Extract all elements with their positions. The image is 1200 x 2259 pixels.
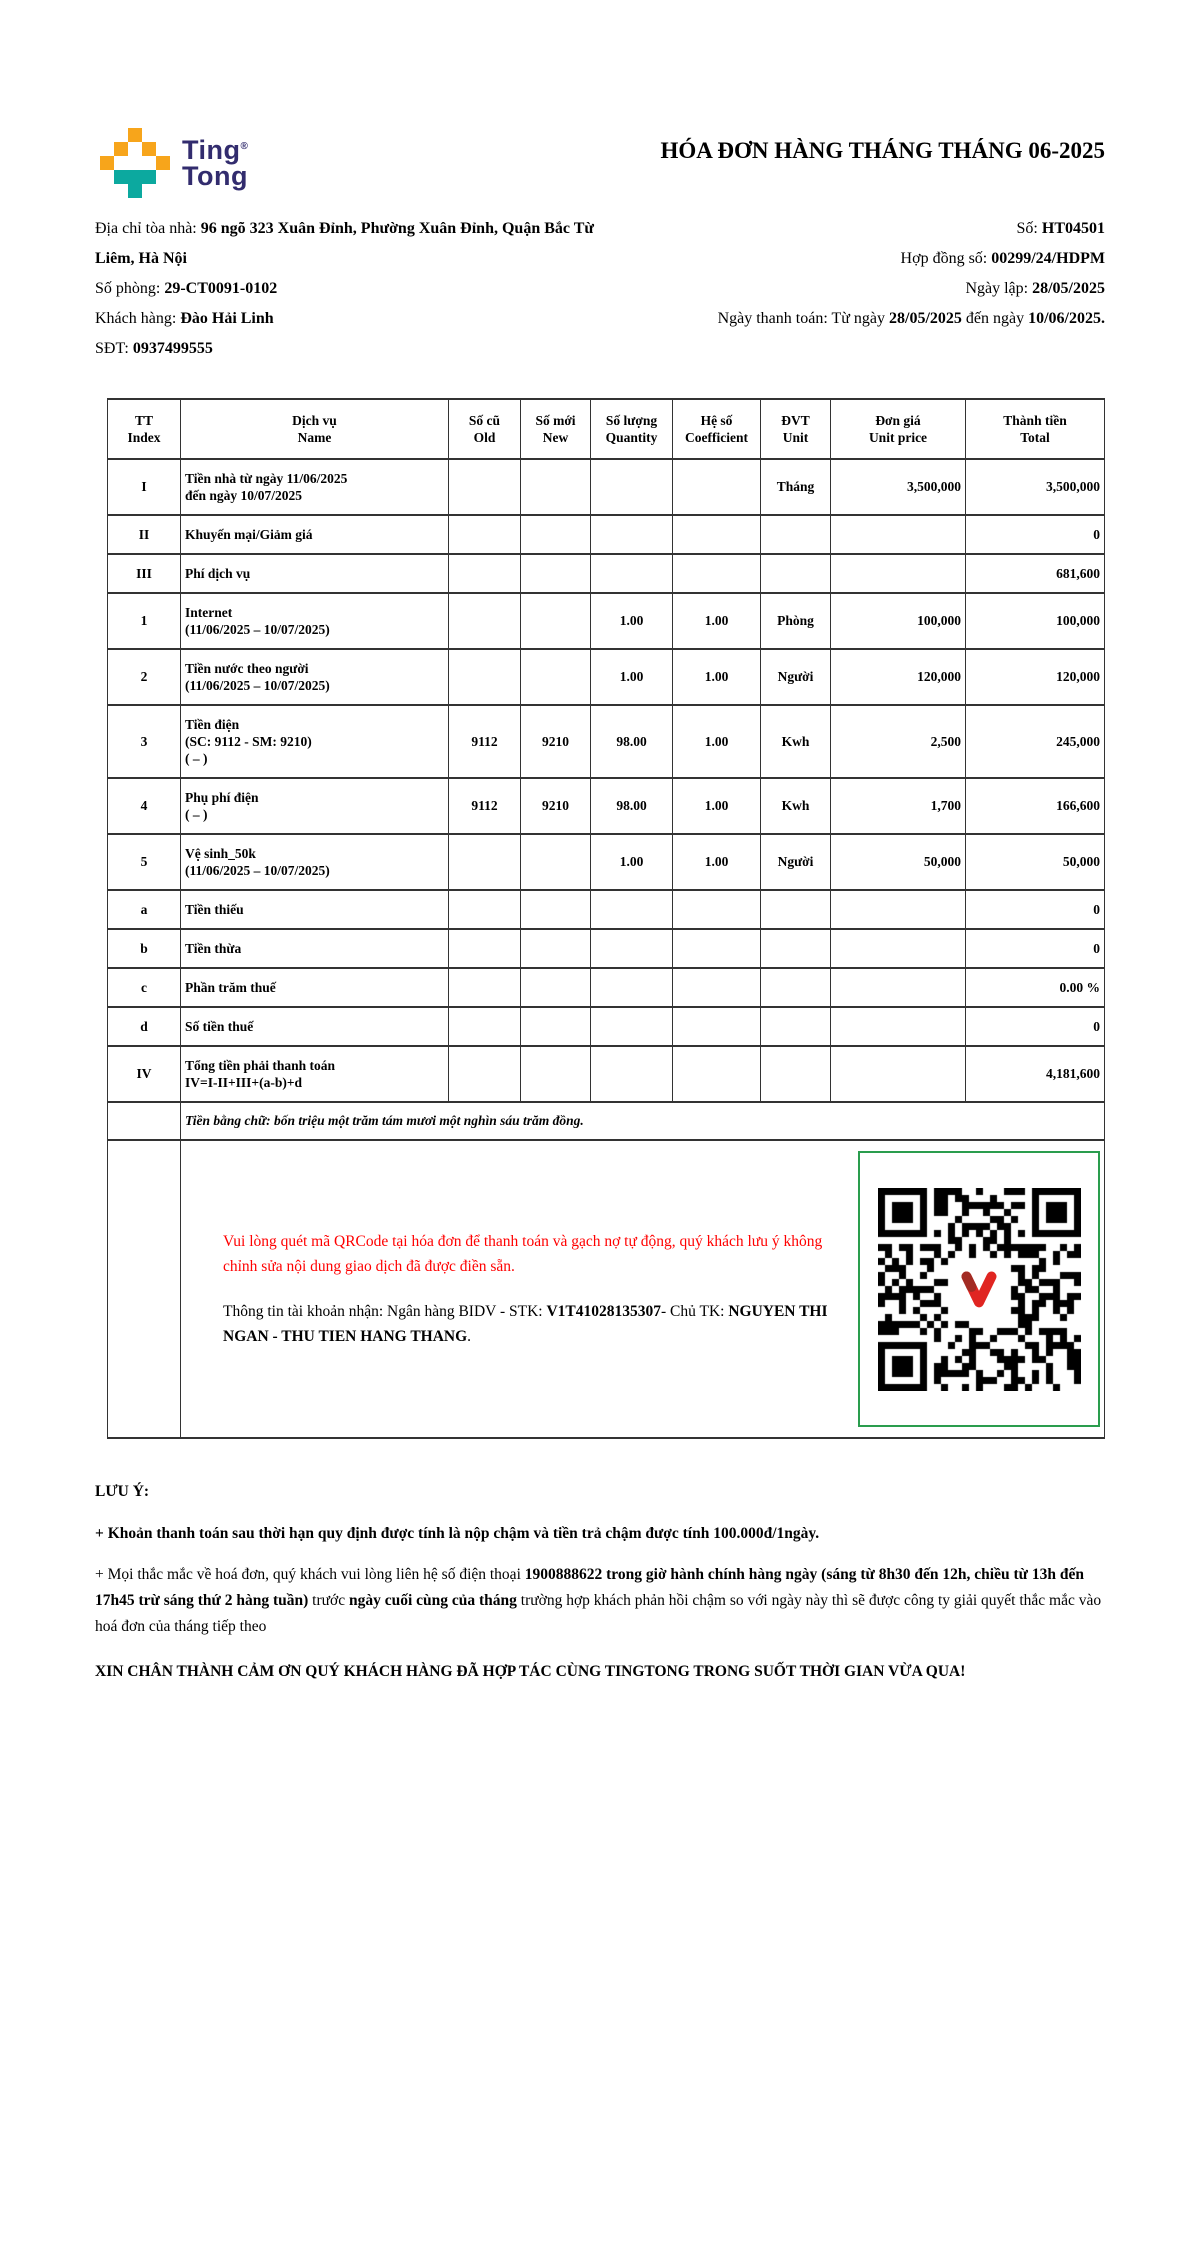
invoice-info: [0, 198, 1200, 364]
table-row: [108, 1046, 1105, 1102]
cell-coefficient: 1.00: [673, 834, 761, 890]
table-row: [108, 778, 1105, 834]
note-item: [95, 1521, 1105, 1547]
cell-unit: [761, 515, 831, 554]
service-name-line: ( – ): [185, 751, 208, 766]
table-header-row: [108, 399, 1105, 459]
cell-service-name: [181, 929, 449, 968]
cell-new-reading: [521, 459, 591, 515]
text-segment: 28/05/2025: [889, 310, 962, 327]
customer-info-line: [95, 304, 611, 334]
column-header-label: Số cũ: [468, 413, 501, 428]
cell-coefficient: [673, 1007, 761, 1046]
cell-service-name: [181, 834, 449, 890]
text-segment: Ngày lập:: [965, 280, 1033, 297]
invoice-meta-line: [611, 274, 1105, 304]
column-header-label: Hệ số: [700, 413, 733, 428]
customer-info-line: [95, 334, 611, 364]
cell-total: 681,600: [966, 554, 1105, 593]
cell-unit: [761, 968, 831, 1007]
cell-total: 0: [966, 929, 1105, 968]
service-name-line: (11/06/2025 – 10/07/2025): [185, 863, 330, 878]
cell-unit-price: 1,700: [831, 778, 966, 834]
cell-quantity: 1.00: [591, 649, 673, 705]
amount-in-words: [181, 1102, 1105, 1140]
cell-coefficient: [673, 515, 761, 554]
cell-old-reading: [449, 834, 521, 890]
table-row: [108, 515, 1105, 554]
cell-quantity: 1.00: [591, 834, 673, 890]
cell-unit-price: [831, 515, 966, 554]
text-segment: Khách hàng:: [95, 310, 181, 327]
text-segment: ngày cuối cùng của tháng: [348, 1592, 517, 1609]
service-name-line: (11/06/2025 – 10/07/2025): [185, 678, 330, 693]
registered-mark: ®: [240, 141, 249, 152]
column-header: [673, 399, 761, 459]
table-row: [108, 459, 1105, 515]
cell-coefficient: [673, 1046, 761, 1102]
cell-index: 2: [108, 649, 181, 705]
column-header-label: Dịch vụ: [292, 413, 337, 428]
payment-instructions: [181, 1229, 858, 1349]
cell-unit: [761, 929, 831, 968]
table-row: [108, 834, 1105, 890]
text-segment: Tiền bằng chữ:: [185, 1113, 274, 1128]
service-name-line: (SC: 9112 - SM: 9210): [185, 734, 312, 749]
cell-total: 0.00 %: [966, 968, 1105, 1007]
text-segment: V1T41028135307: [546, 1303, 661, 1320]
cell-index: a: [108, 890, 181, 929]
cell-unit: Tháng: [761, 459, 831, 515]
text-segment: NGUYEN THI NGAN - THU TIEN HANG THANG: [223, 1303, 828, 1345]
text-segment: trước: [308, 1592, 349, 1609]
column-header: [108, 399, 181, 459]
service-name-line: Tiền thừa: [185, 941, 242, 956]
logo-pixel: [128, 184, 142, 198]
text-segment: Đào Hải Linh: [180, 310, 274, 327]
cell-service-name: [181, 1007, 449, 1046]
cell-unit-price: [831, 890, 966, 929]
text-segment: Thông tin tài khoản nhận: Ngân hàng BIDV - STK:: [223, 1303, 547, 1320]
cell-new-reading: [521, 515, 591, 554]
cell-total: 0: [966, 890, 1105, 929]
invoice-table: [107, 398, 1105, 1439]
cell-old-reading: [449, 459, 521, 515]
cell-unit-price: 3,500,000: [831, 459, 966, 515]
cell-total: 0: [966, 1007, 1105, 1046]
qr-warning-text: [223, 1229, 838, 1279]
text-segment: Vui lòng quét mã QRCode tại hóa đơn để thanh toán và gạch nợ tự động, quý khách lưu ý không chỉnh sửa nội dung giao dịch đã được điền sẵn.: [223, 1233, 823, 1275]
column-header-label: Số lượng: [605, 413, 658, 428]
cell-unit-price: [831, 1007, 966, 1046]
invoice-meta-line: [611, 214, 1105, 244]
cell-service-name: [181, 705, 449, 778]
cell-unit-price: 120,000: [831, 649, 966, 705]
text-segment: 29-CT0091-0102: [164, 280, 278, 297]
column-header-label: Số mới: [535, 413, 576, 428]
invoice-meta-line: [611, 244, 1105, 274]
cell-total: 50,000: [966, 834, 1105, 890]
service-name-line: Tiền nước theo người: [185, 661, 309, 676]
cell-quantity: [591, 459, 673, 515]
cell-unit: [761, 1046, 831, 1102]
cell-old-reading: [449, 929, 521, 968]
cell-index: c: [108, 968, 181, 1007]
notes-heading: LƯU Ý:: [95, 1483, 150, 1500]
text-segment: Ngày thanh toán: Từ ngày: [717, 310, 890, 327]
cell-total: 120,000: [966, 649, 1105, 705]
text-segment: Hợp đồng số:: [900, 250, 992, 267]
cell-coefficient: [673, 968, 761, 1007]
cell-coefficient: [673, 890, 761, 929]
cell-old-reading: [449, 554, 521, 593]
cell-quantity: [591, 929, 673, 968]
invoice-title: HÓA ĐƠN HÀNG THÁNG THÁNG 06-2025: [660, 138, 1105, 163]
table-row: [108, 705, 1105, 778]
column-header-label: Unit price: [868, 430, 928, 445]
cell-new-reading: 9210: [521, 778, 591, 834]
column-header: [966, 399, 1105, 459]
cell-new-reading: [521, 968, 591, 1007]
cell-index: b: [108, 929, 181, 968]
text-segment: - Chủ TK:: [661, 1303, 729, 1320]
cell-total: 4,181,600: [966, 1046, 1105, 1102]
table-row: [108, 554, 1105, 593]
cell-total: 3,500,000: [966, 459, 1105, 515]
table-row: [108, 929, 1105, 968]
column-header-label: ĐVT: [781, 413, 810, 428]
logo-pixel: [142, 142, 156, 156]
cell-unit: [761, 1007, 831, 1046]
cell-unit-price: 2,500: [831, 705, 966, 778]
service-name-line: Số tiền thuế: [185, 1019, 254, 1034]
tingtong-pixel-icon: [100, 128, 170, 198]
cell-new-reading: [521, 649, 591, 705]
cell-service-name: [181, 593, 449, 649]
text-segment: Địa chỉ tòa nhà:: [95, 220, 201, 237]
table-row: [108, 968, 1105, 1007]
cell-unit-price: [831, 554, 966, 593]
column-header: [181, 399, 449, 459]
tingtong-logo: [100, 128, 248, 198]
cell-unit: [761, 890, 831, 929]
text-segment: 1900888622 trong giờ hành chính hàng ngày (sáng từ 8h30 đến 12h, chiều từ 13h đến 17h45 trừ sáng thứ 2 hàng tuần): [95, 1566, 1084, 1609]
cell-quantity: [591, 890, 673, 929]
column-header: [449, 399, 521, 459]
cell-quantity: 1.00: [591, 593, 673, 649]
cell-index: 1: [108, 593, 181, 649]
amount-in-words-row: [108, 1102, 1105, 1140]
cell-coefficient: [673, 554, 761, 593]
cell-service-name: [181, 968, 449, 1007]
cell-old-reading: [449, 515, 521, 554]
column-header-label: New: [542, 430, 569, 445]
cell-unit: Người: [761, 834, 831, 890]
cell-service-name: [181, 890, 449, 929]
column-header: [831, 399, 966, 459]
customer-info-line: [95, 214, 611, 274]
invoice-meta-block: [611, 214, 1105, 364]
cell-old-reading: [449, 968, 521, 1007]
cell-unit-price: [831, 1046, 966, 1102]
text-segment: bốn triệu một trăm tám mươi một nghìn sáu trăm đồng.: [273, 1113, 584, 1128]
service-name-line: IV=I-II+III+(a-b)+d: [185, 1075, 303, 1090]
service-name-line: (11/06/2025 – 10/07/2025): [185, 622, 330, 637]
column-header-label: Đơn giá: [875, 413, 921, 428]
payment-qr-row: [108, 1140, 1105, 1438]
cell-index: 3: [108, 705, 181, 778]
qr-code-frame: [858, 1151, 1100, 1427]
logo-pixel: [128, 128, 142, 142]
bank-account-text: [223, 1299, 838, 1349]
cell-old-reading: 9112: [449, 705, 521, 778]
cell-old-reading: [449, 890, 521, 929]
cell-unit: Kwh: [761, 705, 831, 778]
cell-new-reading: [521, 890, 591, 929]
text-segment: 96 ngõ 323 Xuân Đỉnh, Phường Xuân Đỉnh, Quận Bắc Từ Liêm, Hà Nội: [95, 220, 594, 267]
cell-total: 166,600: [966, 778, 1105, 834]
cell-unit: Kwh: [761, 778, 831, 834]
cell-old-reading: [449, 649, 521, 705]
cell-index: 4: [108, 778, 181, 834]
text-segment: HT04501: [1041, 220, 1105, 237]
cell-new-reading: [521, 834, 591, 890]
text-segment: Số:: [1016, 220, 1042, 237]
cell-old-reading: [449, 593, 521, 649]
logo-pixel: [114, 142, 128, 156]
cell-coefficient: 1.00: [673, 649, 761, 705]
service-name-line: Internet: [185, 605, 233, 620]
payment-cell: [181, 1140, 1105, 1438]
text-segment: trường hợp khách phản hồi chậm so với ngày này thì sẽ được công ty giải quyết thắc mắc vào hoá đơn của tháng tiếp theo: [95, 1592, 1102, 1635]
header: [0, 0, 1200, 198]
cell-quantity: [591, 515, 673, 554]
service-name-line: Tiền nhà từ ngày 11/06/2025: [185, 471, 348, 486]
cell-quantity: [591, 1046, 673, 1102]
cell-total: 0: [966, 515, 1105, 554]
cell-index: II: [108, 515, 181, 554]
cell-unit: [761, 554, 831, 593]
cell-service-name: [181, 1046, 449, 1102]
cell-service-name: [181, 459, 449, 515]
cell-coefficient: 1.00: [673, 705, 761, 778]
text-segment: 28/05/2025: [1032, 280, 1105, 297]
cell-quantity: [591, 554, 673, 593]
cell-coefficient: 1.00: [673, 778, 761, 834]
service-name-line: Phí dịch vụ: [185, 566, 251, 581]
logo-wordmark: Ting® Tong: [182, 135, 249, 191]
cell-old-reading: 9112: [449, 778, 521, 834]
column-header-label: Thành tiền: [1003, 413, 1067, 428]
note-item: [95, 1562, 1105, 1640]
cell-new-reading: 9210: [521, 705, 591, 778]
cell-index: IV: [108, 1046, 181, 1102]
text-segment: + Khoản thanh toán sau thời hạn quy định được tính là nộp chậm và tiền trả chậm được tính 100.000đ/1ngày.: [95, 1525, 820, 1542]
cell-total: 100,000: [966, 593, 1105, 649]
cell-unit: Người: [761, 649, 831, 705]
column-header-label: Unit: [782, 430, 809, 445]
customer-info-line: [95, 274, 611, 304]
cell-index: I: [108, 459, 181, 515]
table-row: [108, 649, 1105, 705]
text-segment: 00299/24/HDPM: [991, 250, 1105, 267]
cell-old-reading: [449, 1007, 521, 1046]
service-name-line: Phần trăm thuế: [185, 980, 276, 995]
customer-info-block: [95, 214, 611, 364]
cell-coefficient: [673, 929, 761, 968]
column-header: [591, 399, 673, 459]
service-name-line: Tiền thiếu: [185, 902, 244, 917]
column-header-label: Name: [297, 430, 332, 445]
text-segment: đến ngày: [961, 310, 1029, 327]
table-row: [108, 890, 1105, 929]
cell-service-name: [181, 778, 449, 834]
logo-pixel: [100, 156, 114, 170]
cell-new-reading: [521, 1007, 591, 1046]
cell-service-name: [181, 515, 449, 554]
text-segment: SĐT:: [95, 340, 133, 357]
service-name-line: Khuyến mại/Giảm giá: [185, 527, 313, 542]
column-header-label: Index: [127, 430, 161, 445]
service-name-line: Tổng tiền phải thanh toán: [185, 1058, 336, 1073]
cell-service-name: [181, 649, 449, 705]
column-header-label: Coefficient: [685, 430, 748, 445]
table-row: [108, 593, 1105, 649]
service-name-line: Phụ phí điện: [185, 790, 259, 805]
column-header-label: TT: [134, 413, 153, 428]
cell-unit: Phòng: [761, 593, 831, 649]
cell-new-reading: [521, 554, 591, 593]
empty-cell: [108, 1140, 181, 1438]
service-name-line: Tiền điện: [185, 717, 240, 732]
column-header: [761, 399, 831, 459]
cell-old-reading: [449, 1046, 521, 1102]
cell-index: III: [108, 554, 181, 593]
text-segment: .: [467, 1328, 472, 1345]
text-segment: Số phòng:: [95, 280, 165, 297]
column-header-label: Quantity: [605, 430, 658, 445]
cell-new-reading: [521, 929, 591, 968]
cell-new-reading: [521, 593, 591, 649]
text-segment: + Mọi thắc mắc về hoá đơn, quý khách vui lòng liên hệ số điện thoại: [95, 1566, 525, 1583]
closing-message: XIN CHÂN THÀNH CẢM ƠN QUÝ KHÁCH HÀNG ĐÃ HỢP TÁC CÙNG TINGTONG TRONG SUỐT THỜI GIAN VỪA QUA!: [95, 1663, 966, 1680]
notes-section: [0, 1439, 1200, 1685]
service-name-line: đến ngày 10/07/2025: [185, 488, 303, 503]
cell-quantity: 98.00: [591, 778, 673, 834]
cell-coefficient: 1.00: [673, 593, 761, 649]
column-header-label: Old: [473, 430, 496, 445]
invoice-meta-line: [611, 304, 1105, 334]
table-row: [108, 1007, 1105, 1046]
cell-index: 5: [108, 834, 181, 890]
vietqr-v-icon: [953, 1263, 1005, 1315]
logo-pixel: [114, 170, 156, 184]
cell-total: 245,000: [966, 705, 1105, 778]
logo-pixel: [156, 156, 170, 170]
cell-coefficient: [673, 459, 761, 515]
cell-new-reading: [521, 1046, 591, 1102]
cell-service-name: [181, 554, 449, 593]
notes-items: [95, 1521, 1105, 1640]
cell-unit-price: [831, 968, 966, 1007]
cell-quantity: [591, 1007, 673, 1046]
empty-cell: [108, 1102, 181, 1140]
cell-quantity: [591, 968, 673, 1007]
text-segment: 10/06/2025.: [1028, 310, 1105, 327]
service-name-line: ( – ): [185, 807, 208, 822]
cell-unit-price: 100,000: [831, 593, 966, 649]
service-name-line: Vệ sinh_50k: [185, 846, 256, 861]
cell-index: d: [108, 1007, 181, 1046]
cell-quantity: 98.00: [591, 705, 673, 778]
column-header: [521, 399, 591, 459]
text-segment: 0937499555: [132, 340, 213, 357]
column-header-label: Total: [1020, 430, 1050, 445]
cell-unit-price: [831, 929, 966, 968]
cell-unit-price: 50,000: [831, 834, 966, 890]
